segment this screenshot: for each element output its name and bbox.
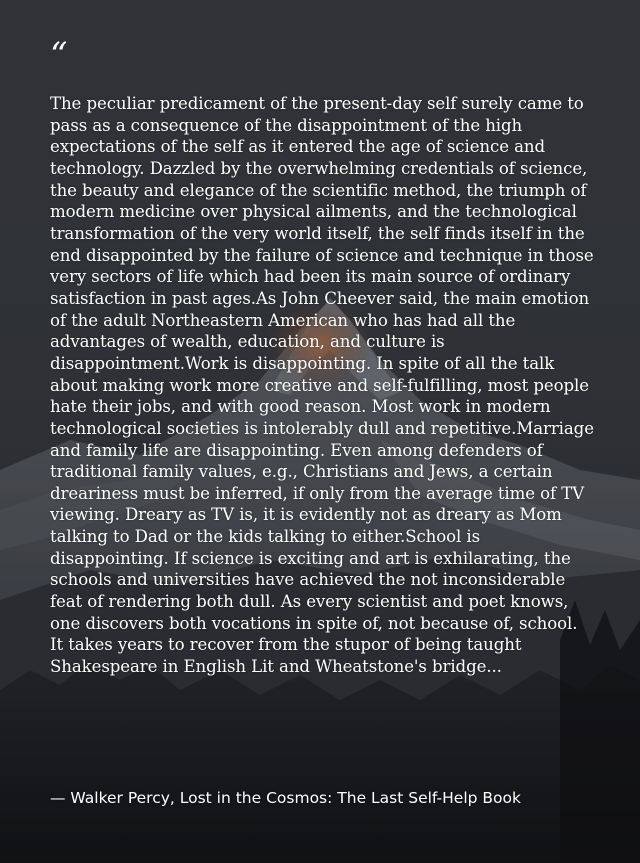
- quote-text: The peculiar predicament of the present-day self surely came to pass as a consequence of the disappointment of the high expectations of the self as it entered the age of science and technology. Dazzled by the overwhelming credentials of science, the beauty and elegance of the scientific method, the triumph of modern medicine over physical ailments, and the technological transformation of the very world itself, the self finds itself in the end disappointed by the failure of science and technique in those very sectors of life which had been its main source of ordinary satisfaction in past ages.As John Cheever said, the main emotion of the adult Northeastern American who has had all the advantages of wealth, education, and culture is disappointment.Work is disappointing. In spite of all the talk about making work more creative and self-fulfilling, most people hate their jobs, and with good reason. Most work in modern technological societies is intolerably dull and repetitive.Marriage and family life are disappointing. Even among defenders of traditional family values, e.g., Christians and Jews, a certain dreariness must be inferred, if only from the average time of TV viewing. Dreary as TV is, it is evidently not as dreary as Mom talking to Dad or the kids talking to either.School is disappointing. If science is exciting and art is exhilarating, the schools and universities have achieved the not inconsiderable feat of rendering both dull. As every scientist and poet knows, one discovers both vocations in spite of, not because of, school. It takes years to recover from the stupor of being taught Shakespeare in English Lit and Wheatstone's bridge...: [50, 94, 594, 677]
- quote-attribution: — Walker Percy, Lost in the Cosmos: The Last Self-Help Book: [50, 789, 521, 807]
- quote-mark-icon: “: [50, 35, 68, 75]
